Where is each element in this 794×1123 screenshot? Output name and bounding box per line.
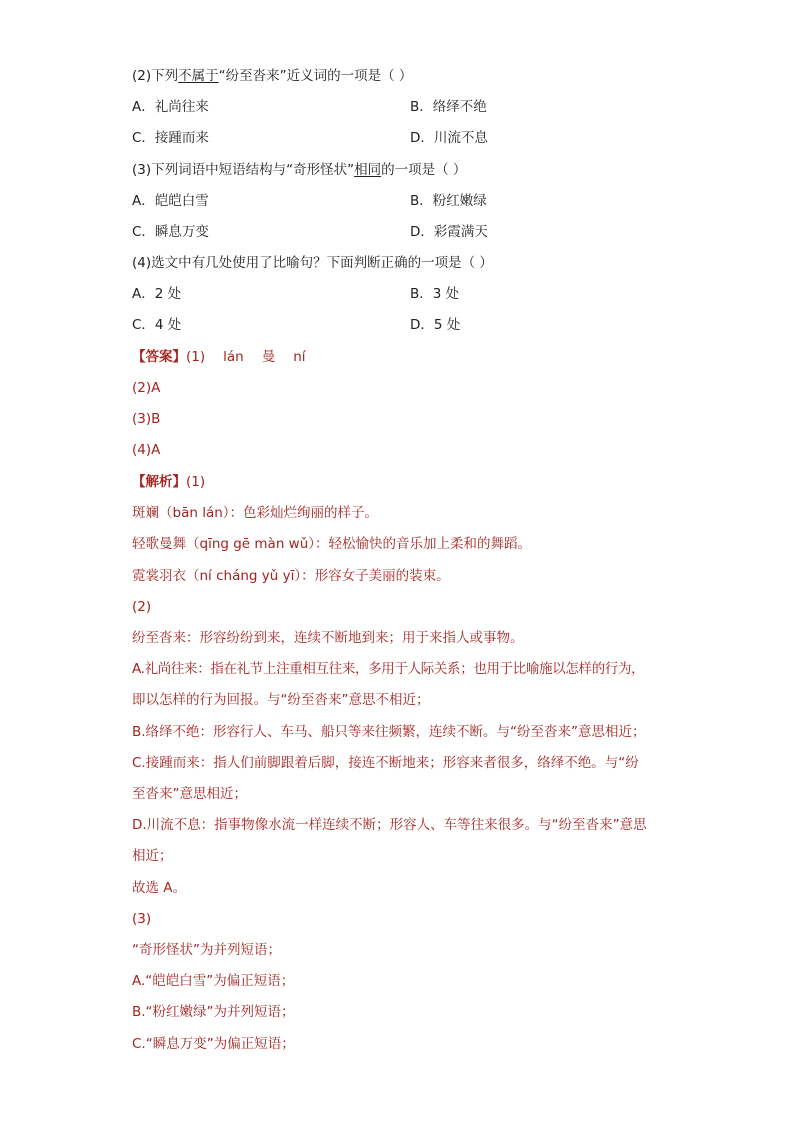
analysis-line: 霓裳羽衣（ní cháng yǔ yī）：形容女子美丽的装束。 bbox=[132, 568, 450, 584]
question-3-stem bbox=[132, 160, 466, 180]
analysis-line: B.“粉红嫩绿”为并列短语； bbox=[132, 1004, 295, 1020]
analysis-line: 轻歌曼舞（qīng gē màn wǔ）：轻松愉快的音乐加上柔和的舞蹈。 bbox=[132, 536, 532, 552]
q2-option-b: B．络绎不绝 bbox=[410, 99, 487, 115]
q2-option-d: D．川流不息 bbox=[410, 130, 488, 146]
analysis-1-num: (1) bbox=[186, 474, 206, 490]
answer-line-1 bbox=[132, 347, 306, 367]
q3-prefix: (3)下列词语中短语结构与“奇形怪状” bbox=[132, 162, 355, 178]
answer-1-part-1: lán bbox=[223, 349, 244, 365]
question-4-stem: (4)选文中有几处使用了比喻句？下面判断正确的一项是（ ） bbox=[132, 255, 493, 271]
q4-option-c: C．4 处 bbox=[132, 317, 182, 333]
q3-option-a: A．皑皑白雪 bbox=[132, 193, 209, 209]
q2-option-c: C．接踵而来 bbox=[132, 130, 209, 146]
q4-option-b: B．3 处 bbox=[410, 286, 460, 302]
answer-4: (4)A bbox=[132, 442, 161, 458]
q3-option-c: C．瞬息万变 bbox=[132, 224, 209, 240]
analysis-header bbox=[132, 472, 205, 492]
q4-option-d: D．5 处 bbox=[410, 317, 461, 333]
answer-1-part-2: 曼 bbox=[261, 349, 276, 365]
q4-option-a: A．2 处 bbox=[132, 286, 182, 302]
analysis-line: 故选 A。 bbox=[132, 880, 187, 896]
question-2-stem bbox=[132, 66, 412, 86]
answer-label: 【答案】 bbox=[132, 349, 186, 365]
analysis-line: C.接踵而来：指人们前脚跟着后脚，接连不断地来；形容来者很多，络绎不绝。与“纷 bbox=[132, 755, 639, 771]
q3-option-d: D．彩霞满天 bbox=[410, 224, 488, 240]
answer-1-part-3: ní bbox=[293, 349, 306, 365]
analysis-line: A.“皑皑白雪”为偏正短语； bbox=[132, 973, 295, 989]
q2-option-a: A．礼尚往来 bbox=[132, 99, 209, 115]
analysis-line: D.川流不息：指事物像水流一样连续不断；形容人、车等往来很多。与“纷至沓来”意思 bbox=[132, 817, 647, 833]
q2-underlined: 不属于 bbox=[178, 68, 219, 84]
analysis-line: 即以怎样的行为回报。与“纷至沓来”意思不相近； bbox=[132, 692, 430, 708]
answer-3: (3)B bbox=[132, 411, 161, 427]
answer-2: (2)A bbox=[132, 380, 161, 396]
q2-suffix: “纷至沓来”近义词的一项是（ ） bbox=[218, 68, 413, 84]
analysis-line: 至沓来”意思相近； bbox=[132, 786, 247, 802]
analysis-line: 斑斓（bān lán）：色彩灿烂绚丽的样子。 bbox=[132, 505, 379, 521]
analysis-line: B.络绎不绝：形容行人、车马、船只等来往频繁，连续不断。与“纷至沓来”意思相近； bbox=[132, 724, 646, 740]
analysis-line: C.“瞬息万变”为偏正短语； bbox=[132, 1036, 295, 1052]
q2-prefix: (2)下列 bbox=[132, 68, 179, 84]
analysis-line: A.礼尚往来：指在礼节上注重相互往来，多用于人际关系；也用于比喻施以怎样的行为， bbox=[132, 661, 645, 677]
q3-suffix: 的一项是（ ） bbox=[381, 162, 467, 178]
analysis-line: 纷至沓来：形容纷纷到来，连续不断地到来；用于来指人或事物。 bbox=[132, 630, 524, 646]
analysis-line: 相近； bbox=[132, 848, 173, 864]
analysis-line: (3) bbox=[132, 911, 152, 927]
q3-underlined: 相同 bbox=[354, 162, 382, 178]
answer-1-prefix: (1) bbox=[186, 349, 206, 365]
analysis-line: “奇形怪状”为并列短语； bbox=[132, 942, 281, 958]
q3-option-b: B．粉红嫩绿 bbox=[410, 193, 487, 209]
analysis-line: (2) bbox=[132, 599, 152, 615]
analysis-label: 【解析】 bbox=[132, 474, 186, 490]
